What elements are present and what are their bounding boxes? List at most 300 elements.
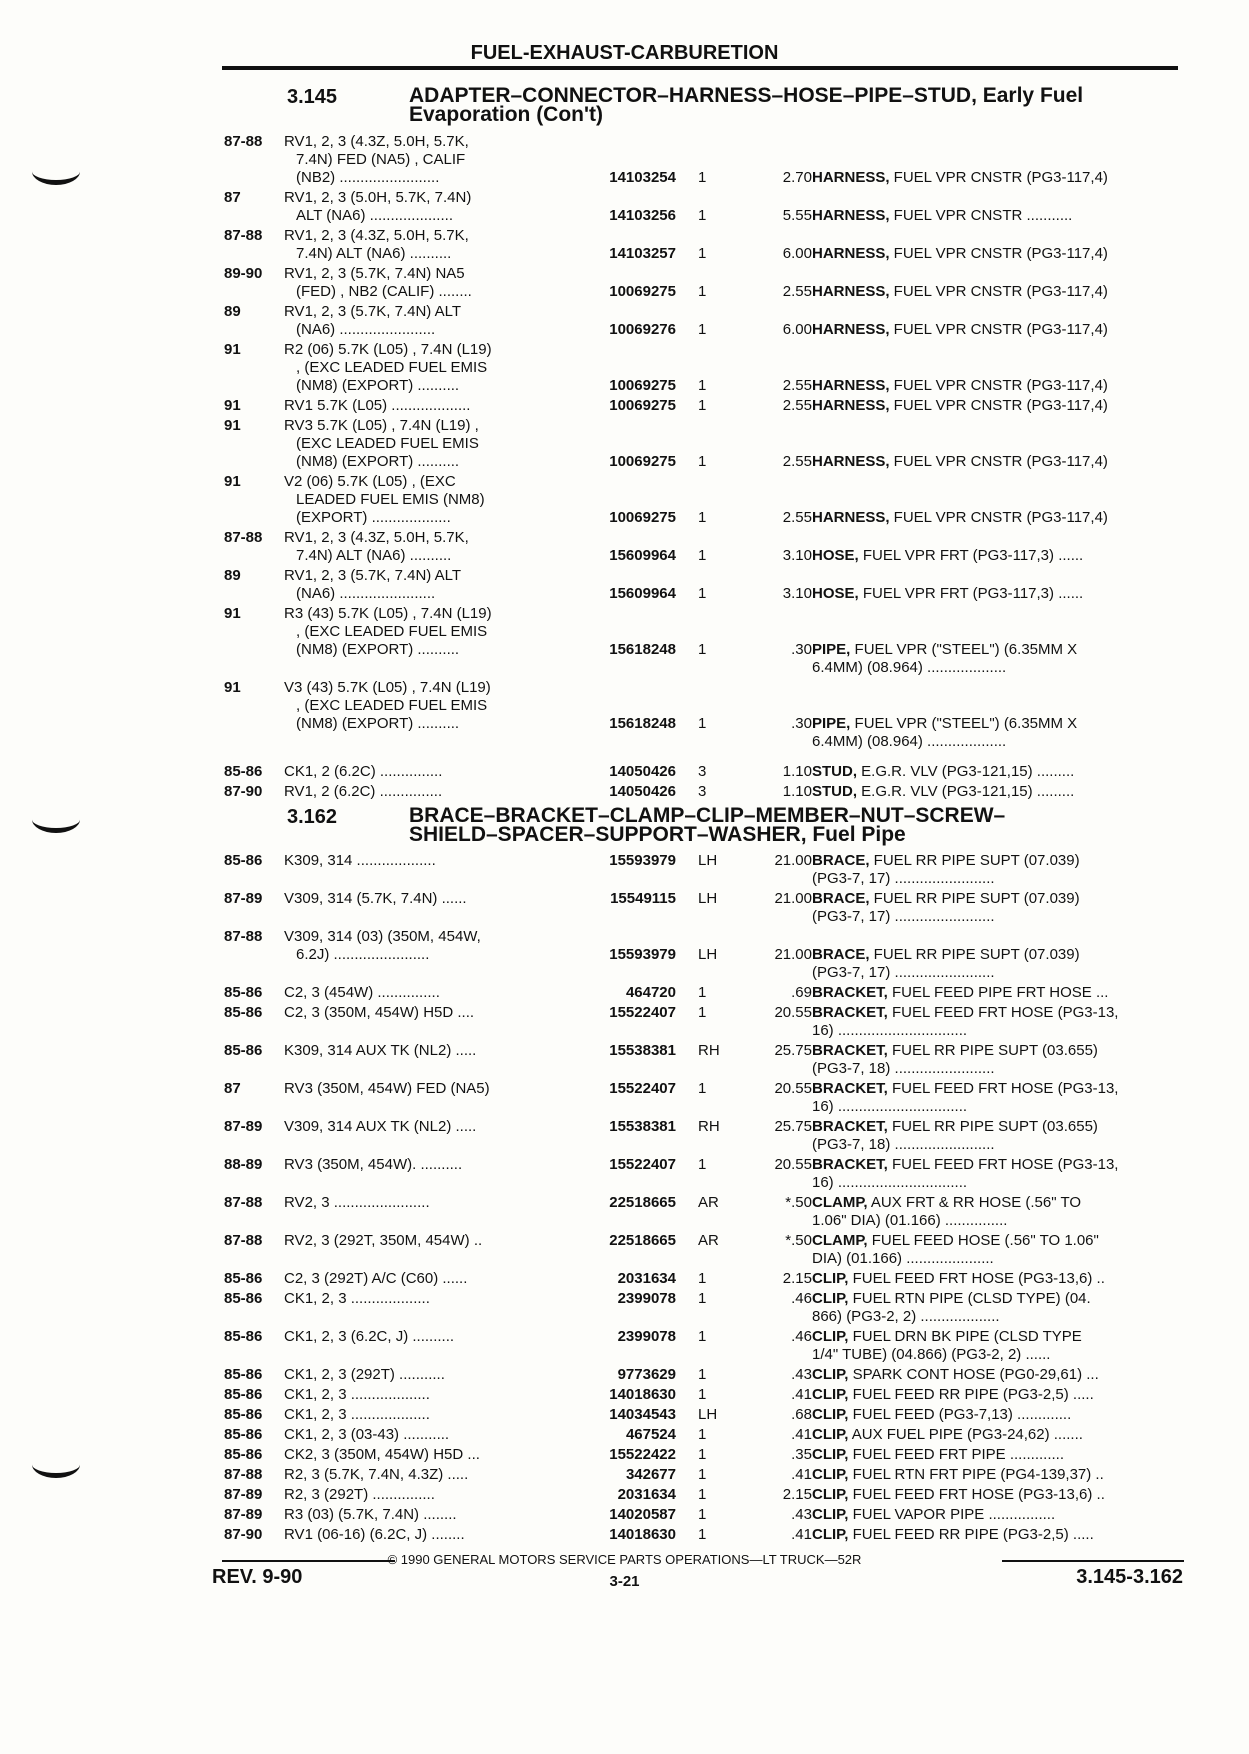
- model-line: (NA6) .......................: [296, 321, 436, 338]
- description-text: FUEL RR PIPE SUPT (07.039): [869, 852, 1080, 869]
- part-number: 14018630: [609, 1526, 676, 1543]
- description-line: DIA) (01.166) .....................: [812, 1250, 994, 1267]
- part-description: [812, 169, 1249, 187]
- model-application: [284, 1118, 554, 1136]
- price: 2.55: [782, 377, 812, 394]
- part-number: 14018630: [609, 1386, 676, 1403]
- description-keyword: PIPE,: [812, 641, 851, 658]
- description-text: FUEL VPR CNSTR (PG3-117,4): [889, 509, 1108, 526]
- part-description: [812, 1194, 1249, 1230]
- description-line: [812, 1486, 1249, 1504]
- description-line: [812, 509, 1249, 527]
- description-line: [812, 1270, 1249, 1288]
- model-year: 89: [224, 567, 241, 584]
- model-line: RV1, 2, 3 (5.7K, 7.4N) ALT: [284, 303, 462, 320]
- quantity: AR: [698, 1194, 719, 1211]
- price: *.50: [785, 1194, 812, 1211]
- quantity: 1: [698, 1328, 707, 1345]
- quantity: 1: [698, 1004, 707, 1021]
- description-keyword: CLAMP,: [812, 1194, 868, 1211]
- model-line: C2, 3 (350M, 454W) H5D ....: [284, 1004, 475, 1021]
- price: .41: [791, 1386, 812, 1403]
- model-application: [284, 763, 554, 781]
- description-keyword: CLIP,: [812, 1290, 849, 1307]
- part-number: 10069275: [609, 453, 676, 470]
- model-year: 85-86: [224, 1386, 263, 1403]
- price: 20.55: [774, 1004, 812, 1021]
- description-keyword: HARNESS,: [812, 283, 890, 300]
- quantity: 1: [698, 245, 707, 262]
- description-keyword: BRACKET,: [812, 1156, 888, 1173]
- section-number: 3.162: [287, 806, 338, 828]
- description-keyword: BRACKET,: [812, 1080, 888, 1097]
- model-line: V309, 314 (03) (350M, 454W,: [284, 928, 481, 945]
- part-number: 464720: [625, 984, 676, 1001]
- description-line: (PG3-7, 17) ........................: [812, 908, 995, 925]
- description-text: FUEL FEED RR PIPE (PG3-2,5) .....: [848, 1526, 1094, 1543]
- part-description: [812, 1232, 1249, 1268]
- model-application: [284, 397, 554, 415]
- model-line: CK1, 2, 3 (292T) ...........: [284, 1366, 445, 1383]
- table-row: [222, 1406, 1182, 1424]
- description-line: [812, 1526, 1249, 1544]
- description-keyword: HARNESS,: [812, 321, 890, 338]
- model-application: [284, 783, 554, 801]
- description-text: FUEL RR PIPE SUPT (07.039): [869, 890, 1080, 907]
- model-line: RV2, 3 .......................: [284, 1194, 430, 1211]
- description-keyword: BRACKET,: [812, 1042, 888, 1059]
- model-line: 7.4N) FED (NA5) , CALIF: [296, 151, 466, 168]
- quantity: 1: [698, 585, 707, 602]
- description-keyword: CLIP,: [812, 1506, 849, 1523]
- price: .41: [791, 1526, 812, 1543]
- model-application: [284, 341, 554, 395]
- part-number: 15522407: [609, 1156, 676, 1173]
- description-line: [812, 715, 1249, 733]
- model-year: 85-86: [224, 1406, 263, 1423]
- part-number: 14020587: [609, 1506, 676, 1523]
- description-text: FUEL VPR ("STEEL") (6.35MM X: [850, 641, 1078, 658]
- price: .35: [791, 1446, 812, 1463]
- part-number: 9773629: [617, 1366, 676, 1383]
- part-description: [812, 283, 1249, 301]
- model-year: 85-86: [224, 1270, 263, 1287]
- binder-hole-mark: [32, 1451, 80, 1478]
- model-year: 87-88: [224, 1194, 263, 1211]
- quantity: 1: [698, 1156, 707, 1173]
- description-text: FUEL RTN PIPE (CLSD TYPE) (04.: [848, 1290, 1091, 1307]
- description-text: FUEL FEED FRT PIPE .............: [848, 1446, 1065, 1463]
- model-line: (NB2) ........................: [296, 169, 440, 186]
- price: .68: [791, 1406, 812, 1423]
- description-line: [812, 1406, 1249, 1424]
- model-line: CK1, 2, 3 (03-43) ...........: [284, 1426, 450, 1443]
- quantity: 1: [698, 1290, 707, 1307]
- table-row: [222, 1466, 1182, 1484]
- table-row: [222, 1328, 1182, 1364]
- model-line: RV2, 3 (292T, 350M, 454W) ..: [284, 1232, 483, 1249]
- model-application: [284, 1426, 554, 1444]
- description-keyword: HARNESS,: [812, 245, 890, 262]
- part-number: 2399078: [617, 1328, 676, 1345]
- description-line: [812, 946, 1249, 964]
- model-application: [284, 1446, 554, 1464]
- model-application: [284, 567, 554, 603]
- description-text: FUEL VPR ("STEEL") (6.35MM X: [850, 715, 1078, 732]
- description-keyword: STUD,: [812, 783, 857, 800]
- model-line: , (EXC LEADED FUEL EMIS: [296, 623, 488, 640]
- part-description: [812, 641, 1249, 677]
- part-number: 15593979: [609, 852, 676, 869]
- quantity: 1: [698, 1366, 707, 1383]
- model-line: R2, 3 (5.7K, 7.4N, 4.3Z) .....: [284, 1466, 469, 1483]
- part-description: [812, 1526, 1249, 1544]
- description-keyword: STUD,: [812, 763, 857, 780]
- description-line: 16) ...............................: [812, 1174, 968, 1191]
- description-line: [812, 763, 1249, 781]
- table-row: [222, 133, 1182, 187]
- quantity: 1: [698, 1446, 707, 1463]
- table-row: [222, 1004, 1182, 1040]
- parts-table: [222, 133, 1182, 803]
- description-text: FUEL VPR CNSTR (PG3-117,4): [889, 377, 1108, 394]
- price: 2.55: [782, 509, 812, 526]
- description-line: [812, 169, 1249, 187]
- part-number: 2031634: [617, 1270, 676, 1287]
- quantity: 1: [698, 1270, 707, 1287]
- model-line: CK1, 2, 3 ...................: [284, 1406, 430, 1423]
- description-keyword: BRACKET,: [812, 984, 888, 1001]
- model-line: R2, 3 (292T) ...............: [284, 1486, 435, 1503]
- model-line: RV3 (350M, 454W) FED (NA5): [284, 1080, 490, 1097]
- model-line: V2 (06) 5.7K (L05) , (EXC: [284, 473, 456, 490]
- table-row: [222, 1486, 1182, 1504]
- table-row: [222, 679, 1182, 751]
- model-year: 85-86: [224, 984, 263, 1001]
- model-year: 87: [224, 1080, 241, 1097]
- table-row: [222, 341, 1182, 395]
- model-application: [284, 1526, 554, 1544]
- model-application: [284, 928, 554, 964]
- model-application: [284, 303, 554, 339]
- section-number: 3.145: [287, 86, 338, 108]
- model-application: [284, 1486, 554, 1504]
- part-description: [812, 984, 1249, 1002]
- description-text: FUEL FEED PIPE FRT HOSE ...: [887, 984, 1109, 1001]
- model-year: 85-86: [224, 1446, 263, 1463]
- part-description: [812, 763, 1249, 781]
- part-number: 15609964: [609, 547, 676, 564]
- part-number: 14103254: [609, 169, 676, 186]
- revision-label: REV. 9-90: [212, 1566, 303, 1588]
- quantity: 1: [698, 1080, 707, 1097]
- model-application: [284, 1328, 554, 1346]
- model-line: , (EXC LEADED FUEL EMIS: [296, 359, 488, 376]
- model-application: [284, 1004, 554, 1022]
- price: 25.75: [774, 1042, 812, 1059]
- part-description: [812, 1486, 1249, 1504]
- model-application: [284, 1194, 554, 1212]
- table-row: [222, 890, 1182, 926]
- description-line: (PG3-7, 18) ........................: [812, 1136, 995, 1153]
- model-line: RV3 (350M, 454W). ..........: [284, 1156, 463, 1173]
- model-application: [284, 1042, 554, 1060]
- description-keyword: CLIP,: [812, 1526, 849, 1543]
- model-year: 87-89: [224, 1486, 263, 1503]
- description-line: [812, 1004, 1249, 1022]
- model-line: (FED) , NB2 (CALIF) ........: [296, 283, 472, 300]
- description-line: [812, 1386, 1249, 1404]
- description-text: FUEL FEED FRT HOSE (PG3-13,6) ..: [848, 1486, 1105, 1503]
- model-application: [284, 679, 554, 733]
- description-line: [812, 1118, 1249, 1136]
- description-keyword: CLIP,: [812, 1328, 849, 1345]
- model-application: [284, 1406, 554, 1424]
- model-year: 87-90: [224, 1526, 263, 1543]
- quantity: RH: [698, 1118, 720, 1135]
- model-year: 91: [224, 679, 241, 696]
- table-row: [222, 473, 1182, 527]
- title-rule: [222, 66, 1178, 70]
- price: 21.00: [774, 852, 812, 869]
- quantity: 1: [698, 397, 707, 414]
- part-number: 10069275: [609, 283, 676, 300]
- part-description: [812, 1406, 1249, 1424]
- description-keyword: CLIP,: [812, 1270, 849, 1287]
- table-row: [222, 1446, 1182, 1464]
- quantity: 1: [698, 321, 707, 338]
- model-line: V309, 314 (5.7K, 7.4N) ......: [284, 890, 467, 907]
- description-keyword: HARNESS,: [812, 509, 890, 526]
- part-description: [812, 1156, 1249, 1192]
- price: .41: [791, 1466, 812, 1483]
- description-text: FUEL FEED FRT HOSE (PG3-13,6) ..: [848, 1270, 1105, 1287]
- table-row: [222, 852, 1182, 888]
- price: 20.55: [774, 1156, 812, 1173]
- description-text: SPARK CONT HOSE (PG0-29,61) ...: [848, 1366, 1099, 1383]
- part-description: [812, 509, 1249, 527]
- page-title: FUEL-EXHAUST-CARBURETION: [470, 42, 779, 64]
- price: 1.10: [782, 763, 812, 780]
- price: 21.00: [774, 890, 812, 907]
- price: 2.70: [782, 169, 812, 186]
- binder-hole-mark: [32, 806, 80, 833]
- quantity: 1: [698, 207, 707, 224]
- part-description: [812, 946, 1249, 982]
- description-line: [812, 1194, 1249, 1212]
- part-number: 467524: [625, 1426, 676, 1443]
- description-line: [812, 1042, 1249, 1060]
- description-line: 6.4MM) (08.964) ...................: [812, 659, 1007, 676]
- table-row: [222, 928, 1182, 982]
- model-line: ALT (NA6) ....................: [296, 207, 453, 224]
- model-line: V3 (43) 5.7K (L05) , 7.4N (L19): [284, 679, 491, 696]
- model-line: (NM8) (EXPORT) ..........: [296, 641, 460, 658]
- description-line: 6.4MM) (08.964) ...................: [812, 733, 1007, 750]
- part-description: [812, 377, 1249, 395]
- description-keyword: BRACE,: [812, 890, 870, 907]
- model-year: 85-86: [224, 1328, 263, 1345]
- description-text: FUEL VPR CNSTR (PG3-117,4): [889, 245, 1108, 262]
- model-year: 85-86: [224, 1004, 263, 1021]
- description-line: [812, 1328, 1249, 1346]
- description-line: [812, 1156, 1249, 1174]
- part-description: [812, 1004, 1249, 1040]
- part-description: [812, 1386, 1249, 1404]
- description-text: FUEL DRN BK PIPE (CLSD TYPE: [848, 1328, 1082, 1345]
- model-line: RV1, 2, 3 (4.3Z, 5.0H, 5.7K,: [284, 227, 469, 244]
- part-description: [812, 1042, 1249, 1078]
- model-line: (NM8) (EXPORT) ..........: [296, 453, 460, 470]
- price: .43: [791, 1506, 812, 1523]
- model-line: RV1, 2, 3 (5.7K, 7.4N) NA5: [284, 265, 465, 282]
- description-text: FUEL VPR CNSTR (PG3-117,4): [889, 283, 1108, 300]
- description-line: [812, 585, 1249, 603]
- quantity: LH: [698, 1406, 718, 1423]
- model-year: 87-88: [224, 227, 263, 244]
- part-description: [812, 1328, 1249, 1364]
- description-keyword: CLIP,: [812, 1386, 849, 1403]
- quantity: 3: [698, 763, 707, 780]
- table-row: [222, 417, 1182, 471]
- price: .69: [791, 984, 812, 1001]
- table-row: [222, 303, 1182, 339]
- description-line: [812, 1506, 1249, 1524]
- quantity: LH: [698, 890, 718, 907]
- model-year: 87-88: [224, 133, 263, 150]
- table-row: [222, 1156, 1182, 1192]
- part-number: 10069276: [609, 321, 676, 338]
- price: .46: [791, 1290, 812, 1307]
- model-year: 85-86: [224, 763, 263, 780]
- description-text: FUEL VPR CNSTR (PG3-117,4): [889, 453, 1108, 470]
- model-line: (NA6) .......................: [296, 585, 436, 602]
- price: *.50: [785, 1232, 812, 1249]
- model-year: 87-88: [224, 1466, 263, 1483]
- description-text: AUX FRT & RR HOSE (.56" TO: [867, 1194, 1082, 1211]
- part-number: 15593979: [609, 946, 676, 963]
- description-keyword: CLIP,: [812, 1466, 849, 1483]
- model-application: [284, 265, 554, 301]
- price: 1.10: [782, 783, 812, 800]
- table-row: [222, 1386, 1182, 1404]
- description-text: FUEL VAPOR PIPE ................: [848, 1506, 1056, 1523]
- model-year: 91: [224, 605, 241, 622]
- description-keyword: CLIP,: [812, 1406, 849, 1423]
- model-application: [284, 1232, 554, 1250]
- description-text: FUEL RR PIPE SUPT (03.655): [887, 1042, 1098, 1059]
- price: 2.55: [782, 453, 812, 470]
- part-number: 22518665: [609, 1232, 676, 1249]
- price: 2.15: [782, 1270, 812, 1287]
- description-text: FUEL RR PIPE SUPT (03.655): [887, 1118, 1098, 1135]
- quantity: 1: [698, 1506, 707, 1523]
- model-line: RV1, 2, 3 (4.3Z, 5.0H, 5.7K,: [284, 529, 469, 546]
- description-text: FUEL FEED FRT HOSE (PG3-13,: [887, 1156, 1119, 1173]
- model-line: C2, 3 (292T) A/C (C60) ......: [284, 1270, 468, 1287]
- part-description: [812, 1466, 1249, 1484]
- description-keyword: HARNESS,: [812, 169, 890, 186]
- model-application: [284, 1506, 554, 1524]
- model-application: [284, 227, 554, 263]
- model-application: [284, 1290, 554, 1308]
- table-row: [222, 567, 1182, 603]
- description-text: FUEL FEED HOSE (.56" TO 1.06": [867, 1232, 1099, 1249]
- description-text: FUEL RTN FRT PIPE (PG4-139,37) ..: [848, 1466, 1104, 1483]
- model-application: [284, 1386, 554, 1404]
- model-line: 7.4N) ALT (NA6) ..........: [296, 245, 452, 262]
- model-year: 89: [224, 303, 241, 320]
- price: 3.10: [782, 585, 812, 602]
- price: 21.00: [774, 946, 812, 963]
- binder-hole-mark: [32, 158, 80, 185]
- description-line: [812, 1232, 1249, 1250]
- section-title: BRACE–BRACKET–CLAMP–CLIP–MEMBER–NUT–SCREW– SHIELD–SPACER–SUPPORT–WASHER, Fuel Pipe: [409, 804, 1006, 846]
- description-keyword: HARNESS,: [812, 397, 890, 414]
- part-number: 15618248: [609, 641, 676, 658]
- table-row: [222, 1366, 1182, 1384]
- part-description: [812, 585, 1249, 603]
- part-description: [812, 715, 1249, 751]
- description-text: FUEL VPR CNSTR (PG3-117,4): [889, 397, 1108, 414]
- part-number: 2031634: [617, 1486, 676, 1503]
- part-number: 14103256: [609, 207, 676, 224]
- description-line: 1/4" TUBE) (04.866) (PG3-2, 2) ......: [812, 1346, 1051, 1363]
- table-row: [222, 1194, 1182, 1230]
- price: .41: [791, 1426, 812, 1443]
- quantity: LH: [698, 946, 718, 963]
- model-line: V309, 314 AUX TK (NL2) .....: [284, 1118, 477, 1135]
- table-row: [222, 1526, 1182, 1544]
- description-keyword: CLIP,: [812, 1446, 849, 1463]
- table-row: [222, 397, 1182, 415]
- description-line: (PG3-7, 18) ........................: [812, 1060, 995, 1077]
- table-row: [222, 265, 1182, 301]
- description-line: (PG3-7, 17) ........................: [812, 870, 995, 887]
- description-text: FUEL FEED (PG3-7,13) .............: [848, 1406, 1072, 1423]
- description-line: [812, 1466, 1249, 1484]
- table-row: [222, 783, 1182, 801]
- quantity: RH: [698, 1042, 720, 1059]
- part-number: 15618248: [609, 715, 676, 732]
- model-line: RV1, 2, 3 (4.3Z, 5.0H, 5.7K,: [284, 133, 469, 150]
- table-row: [222, 1290, 1182, 1326]
- quantity: 1: [698, 1486, 707, 1503]
- model-line: RV1, 2, 3 (5.0H, 5.7K, 7.4N): [284, 189, 472, 206]
- description-text: E.G.R. VLV (PG3-121,15) .........: [857, 763, 1075, 780]
- part-number: 14103257: [609, 245, 676, 262]
- quantity: 1: [698, 641, 707, 658]
- part-description: [812, 890, 1249, 926]
- model-line: RV1 5.7K (L05) ...................: [284, 397, 471, 414]
- part-number: 15522422: [609, 1446, 676, 1463]
- parts-table: [222, 852, 1182, 1546]
- section-title: ADAPTER–CONNECTOR–HARNESS–HOSE–PIPE–STUD, Early Fuel Evaporation (Con't): [409, 84, 1084, 126]
- model-year: 91: [224, 417, 241, 434]
- quantity: 1: [698, 453, 707, 470]
- price: .46: [791, 1328, 812, 1345]
- quantity: 1: [698, 377, 707, 394]
- model-line: CK1, 2, 3 ...................: [284, 1290, 430, 1307]
- description-keyword: HARNESS,: [812, 207, 890, 224]
- quantity: 1: [698, 283, 707, 300]
- part-description: [812, 1080, 1249, 1116]
- description-keyword: HARNESS,: [812, 377, 890, 394]
- price: 6.00: [782, 245, 812, 262]
- part-description: [812, 547, 1249, 565]
- quantity: 1: [698, 1426, 707, 1443]
- part-number: 14050426: [609, 763, 676, 780]
